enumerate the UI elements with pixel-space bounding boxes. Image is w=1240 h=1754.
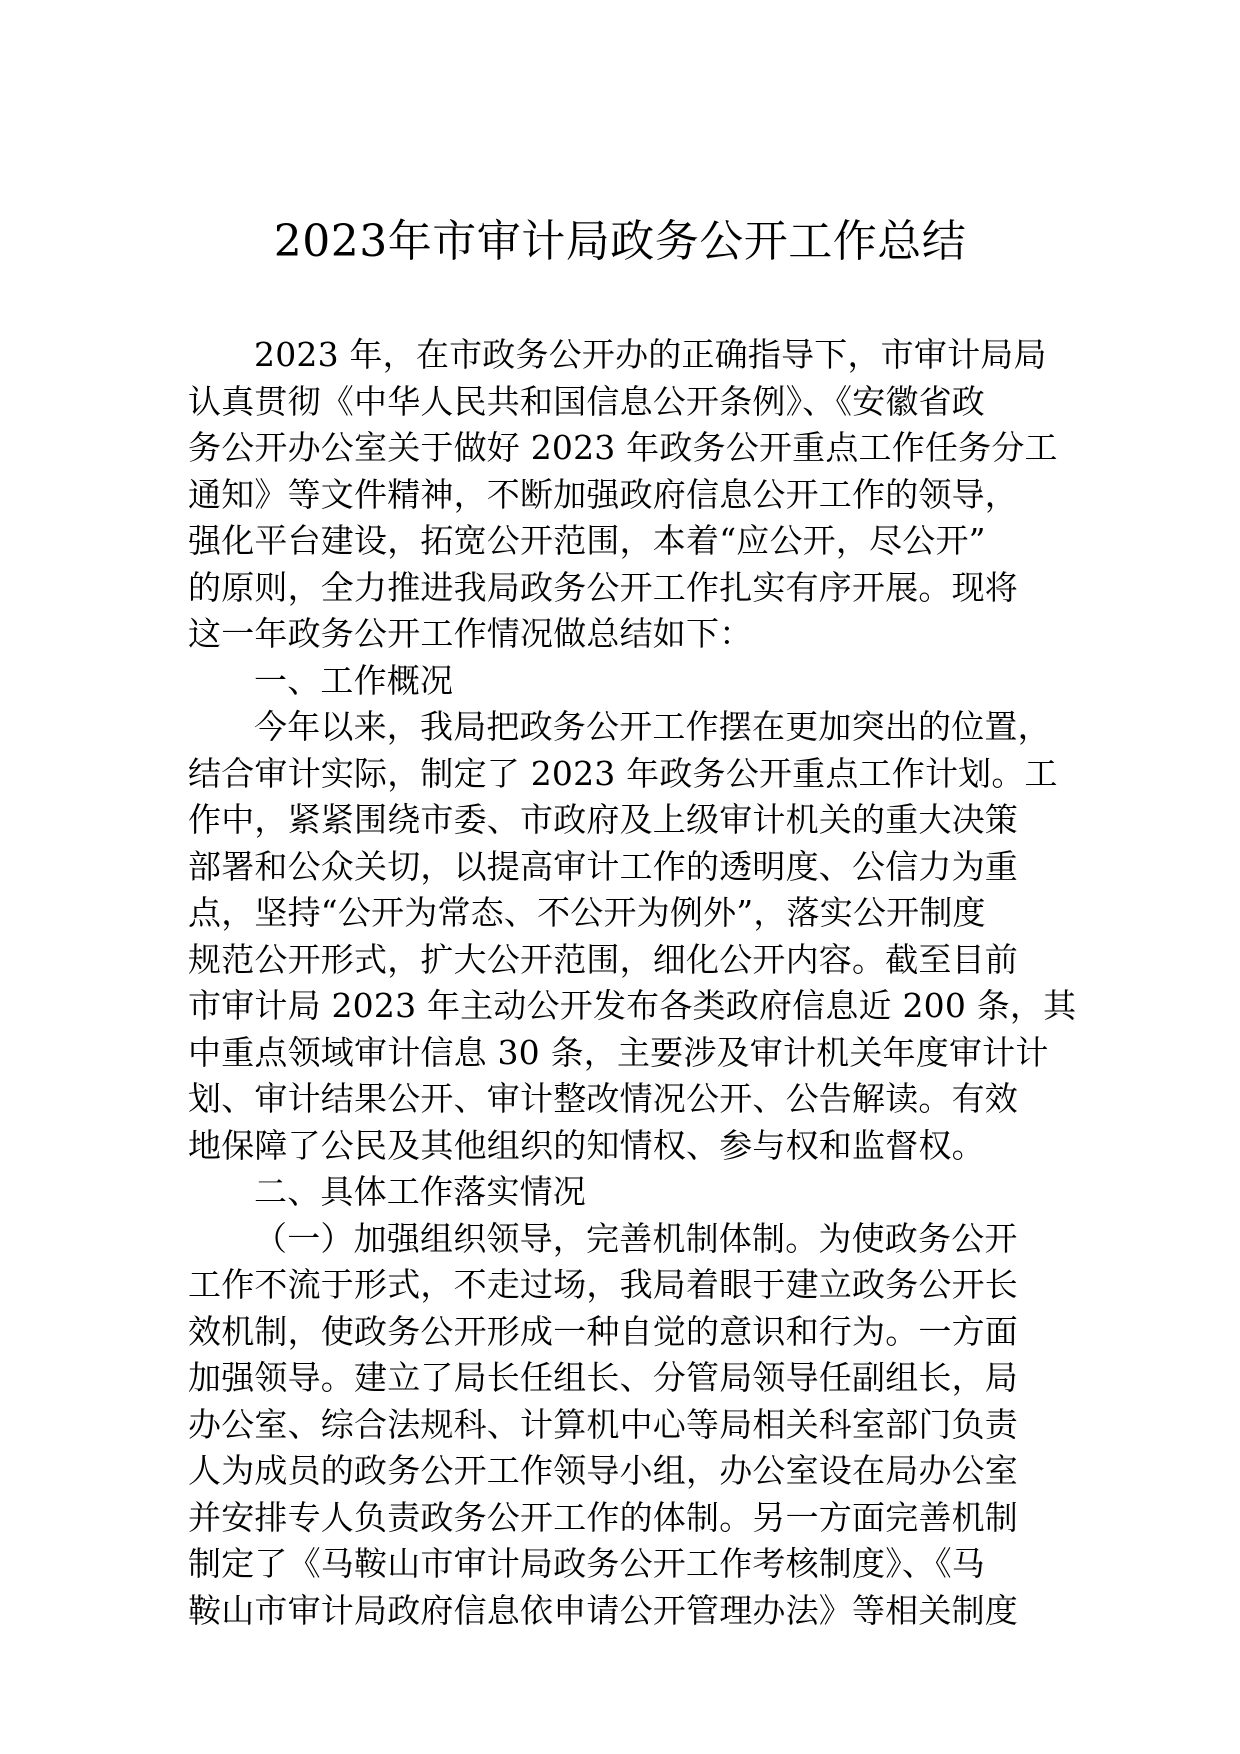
body-line: 划、审计结果公开、审计整改情况公开、公告解读。有效 <box>188 1079 1018 1118</box>
body-line: 通知》等文件精神，不断加强政府信息公开工作的领导， <box>188 474 1018 514</box>
body-line: 2023 年，在市政务公开办的正确指导下，市审计局局 <box>254 335 1047 374</box>
body-line: 办公室、综合法规科、计算机中心等局相关科室部门负责 <box>188 1404 1018 1444</box>
body-line: 点，坚持“公开为常态、不公开为例外”，落实公开制度 <box>188 893 986 932</box>
body-line: 今年以来，我局把政务公开工作摆在更加突出的位置， <box>254 707 1051 746</box>
body-line: 市审计局 2023 年主动公开发布各类政府信息近 200 条，其 <box>188 986 1077 1025</box>
body-line: 制定了《马鞍山市审计局政务公开工作考核制度》、《马 <box>188 1544 985 1583</box>
body-line: 规范公开形式，扩大公开范围，细化公开内容。截至目前 <box>188 939 1018 979</box>
body-line: 加强领导。建立了局长任组长、分管局领导任副组长，局 <box>188 1358 1018 1397</box>
body-line: 部署和公众关切，以提高审计工作的透明度、公信力为重 <box>188 846 1018 886</box>
section-heading: 一、工作概况 <box>254 660 454 700</box>
body-line: 务公开办公室关于做好 2023 年政务公开重点工作任务分工 <box>188 428 1058 467</box>
body-line: 强化平台建设，拓宽公开范围，本着“应公开，尽公开” <box>188 521 986 560</box>
body-line: 这一年政务公开工作情况做总结如下： <box>188 614 753 653</box>
body-line: 作中，紧紧围绕市委、市政府及上级审计机关的重大决策 <box>188 800 1018 839</box>
document-body <box>188 332 1077 1634</box>
subsection-heading: （一）加强组织领导，完善机制体制。为使政务公开 <box>254 1218 1018 1258</box>
body-line: 中重点领域审计信息 30 条，主要涉及审计机关年度审计计 <box>188 1032 1049 1072</box>
body-line: 效机制，使政务公开形成一种自觉的意识和行为。一方面 <box>188 1311 1018 1351</box>
body-line: 并安排专人负责政务公开工作的体制。另一方面完善机制 <box>188 1497 1018 1537</box>
document-title: 2023年市审计局政务公开工作总结 <box>273 216 967 267</box>
section-heading: 二、具体工作落实情况 <box>254 1172 586 1211</box>
body-line: 人为成员的政务公开工作领导小组，办公室设在局办公室 <box>188 1451 1018 1490</box>
body-line: 工作不流于形式，不走过场，我局着眼于建立政务公开长 <box>188 1265 1018 1304</box>
body-line: 地保障了公民及其他组织的知情权、参与权和监督权。 <box>188 1125 985 1165</box>
body-line: 结合审计实际，制定了 2023 年政务公开重点工作计划。工 <box>188 753 1058 793</box>
body-line: 的原则，全力推进我局政务公开工作扎实有序开展。现将 <box>188 567 1018 607</box>
body-line: 鞍山市审计局政府信息依申请公开管理办法》等相关制度 <box>188 1590 1018 1630</box>
body-line: 认真贯彻《中华人民共和国信息公开条例》、《安徽省政 <box>188 381 985 421</box>
